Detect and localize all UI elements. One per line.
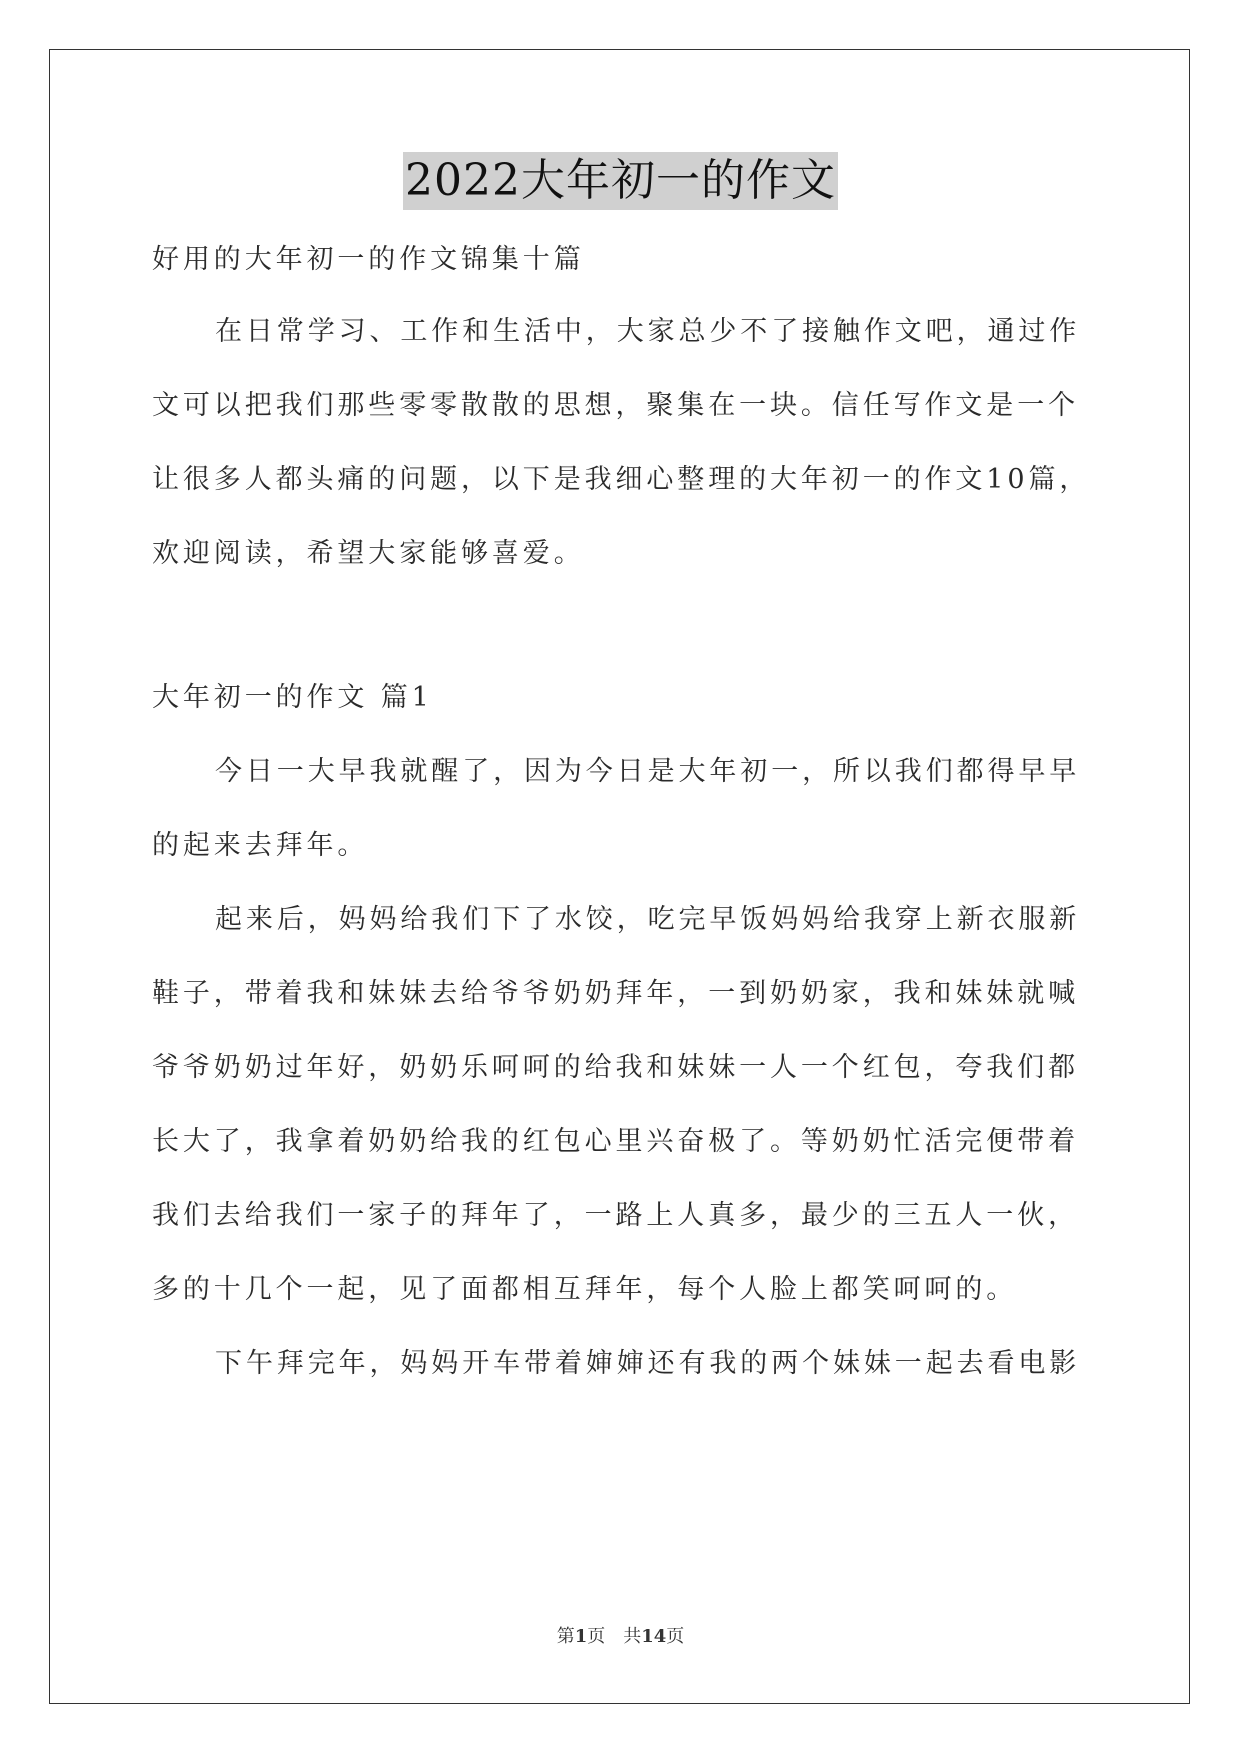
title-container — [0, 152, 1241, 210]
intro-line: 文可以把我们那些零零散散的思想，聚集在一块。信任写作文是一个 — [152, 390, 1079, 421]
subtitle: 好用的大年初一的作文锦集十篇 — [152, 244, 585, 275]
paragraph-line: 多的十几个一起，见了面都相互拜年，每个人脸上都笑呵呵的。 — [152, 1274, 1018, 1305]
page-footer — [0, 1622, 1241, 1648]
paragraph-line: 长大了，我拿着奶奶给我的红包心里兴奋极了。等奶奶忙活完便带着 — [152, 1126, 1079, 1157]
paragraph-line: 的起来去拜年。 — [152, 830, 369, 861]
current-page-number: 1 — [574, 1626, 588, 1647]
section-heading: 大年初一的作文 篇1 — [152, 682, 433, 713]
page-border — [49, 49, 1190, 1704]
intro-line: 让很多人都头痛的问题，以下是我细心整理的大年初一的作文10篇， — [152, 464, 1091, 495]
document-title: 2022大年初一的作文 — [403, 152, 838, 210]
paragraph-line: 我们去给我们一家子的拜年了，一路上人真多，最少的三五人一伙， — [152, 1200, 1079, 1231]
footer-suffix: 页 — [666, 1626, 685, 1647]
footer-mid: 页 共 — [587, 1626, 642, 1647]
paragraph-line: 鞋子，带着我和妹妹去给爷爷奶奶拜年，一到奶奶家，我和妹妹就喊 — [152, 978, 1079, 1009]
intro-line: 欢迎阅读，希望大家能够喜爱。 — [152, 538, 585, 569]
paragraph-line: 下午拜完年，妈妈开车带着婶婶还有我的两个妹妹一起去看电影 — [215, 1348, 1081, 1379]
paragraph-line: 起来后，妈妈给我们下了水饺，吃完早饭妈妈给我穿上新衣服新 — [215, 904, 1081, 935]
intro-line: 在日常学习、工作和生活中，大家总少不了接触作文吧，通过作 — [215, 316, 1081, 347]
paragraph-line: 爷爷奶奶过年好，奶奶乐呵呵的给我和妹妹一人一个红包，夸我们都 — [152, 1052, 1079, 1083]
total-page-count: 14 — [641, 1626, 667, 1647]
footer-prefix: 第 — [556, 1626, 575, 1647]
paragraph-line: 今日一大早我就醒了，因为今日是大年初一，所以我们都得早早 — [215, 756, 1081, 787]
